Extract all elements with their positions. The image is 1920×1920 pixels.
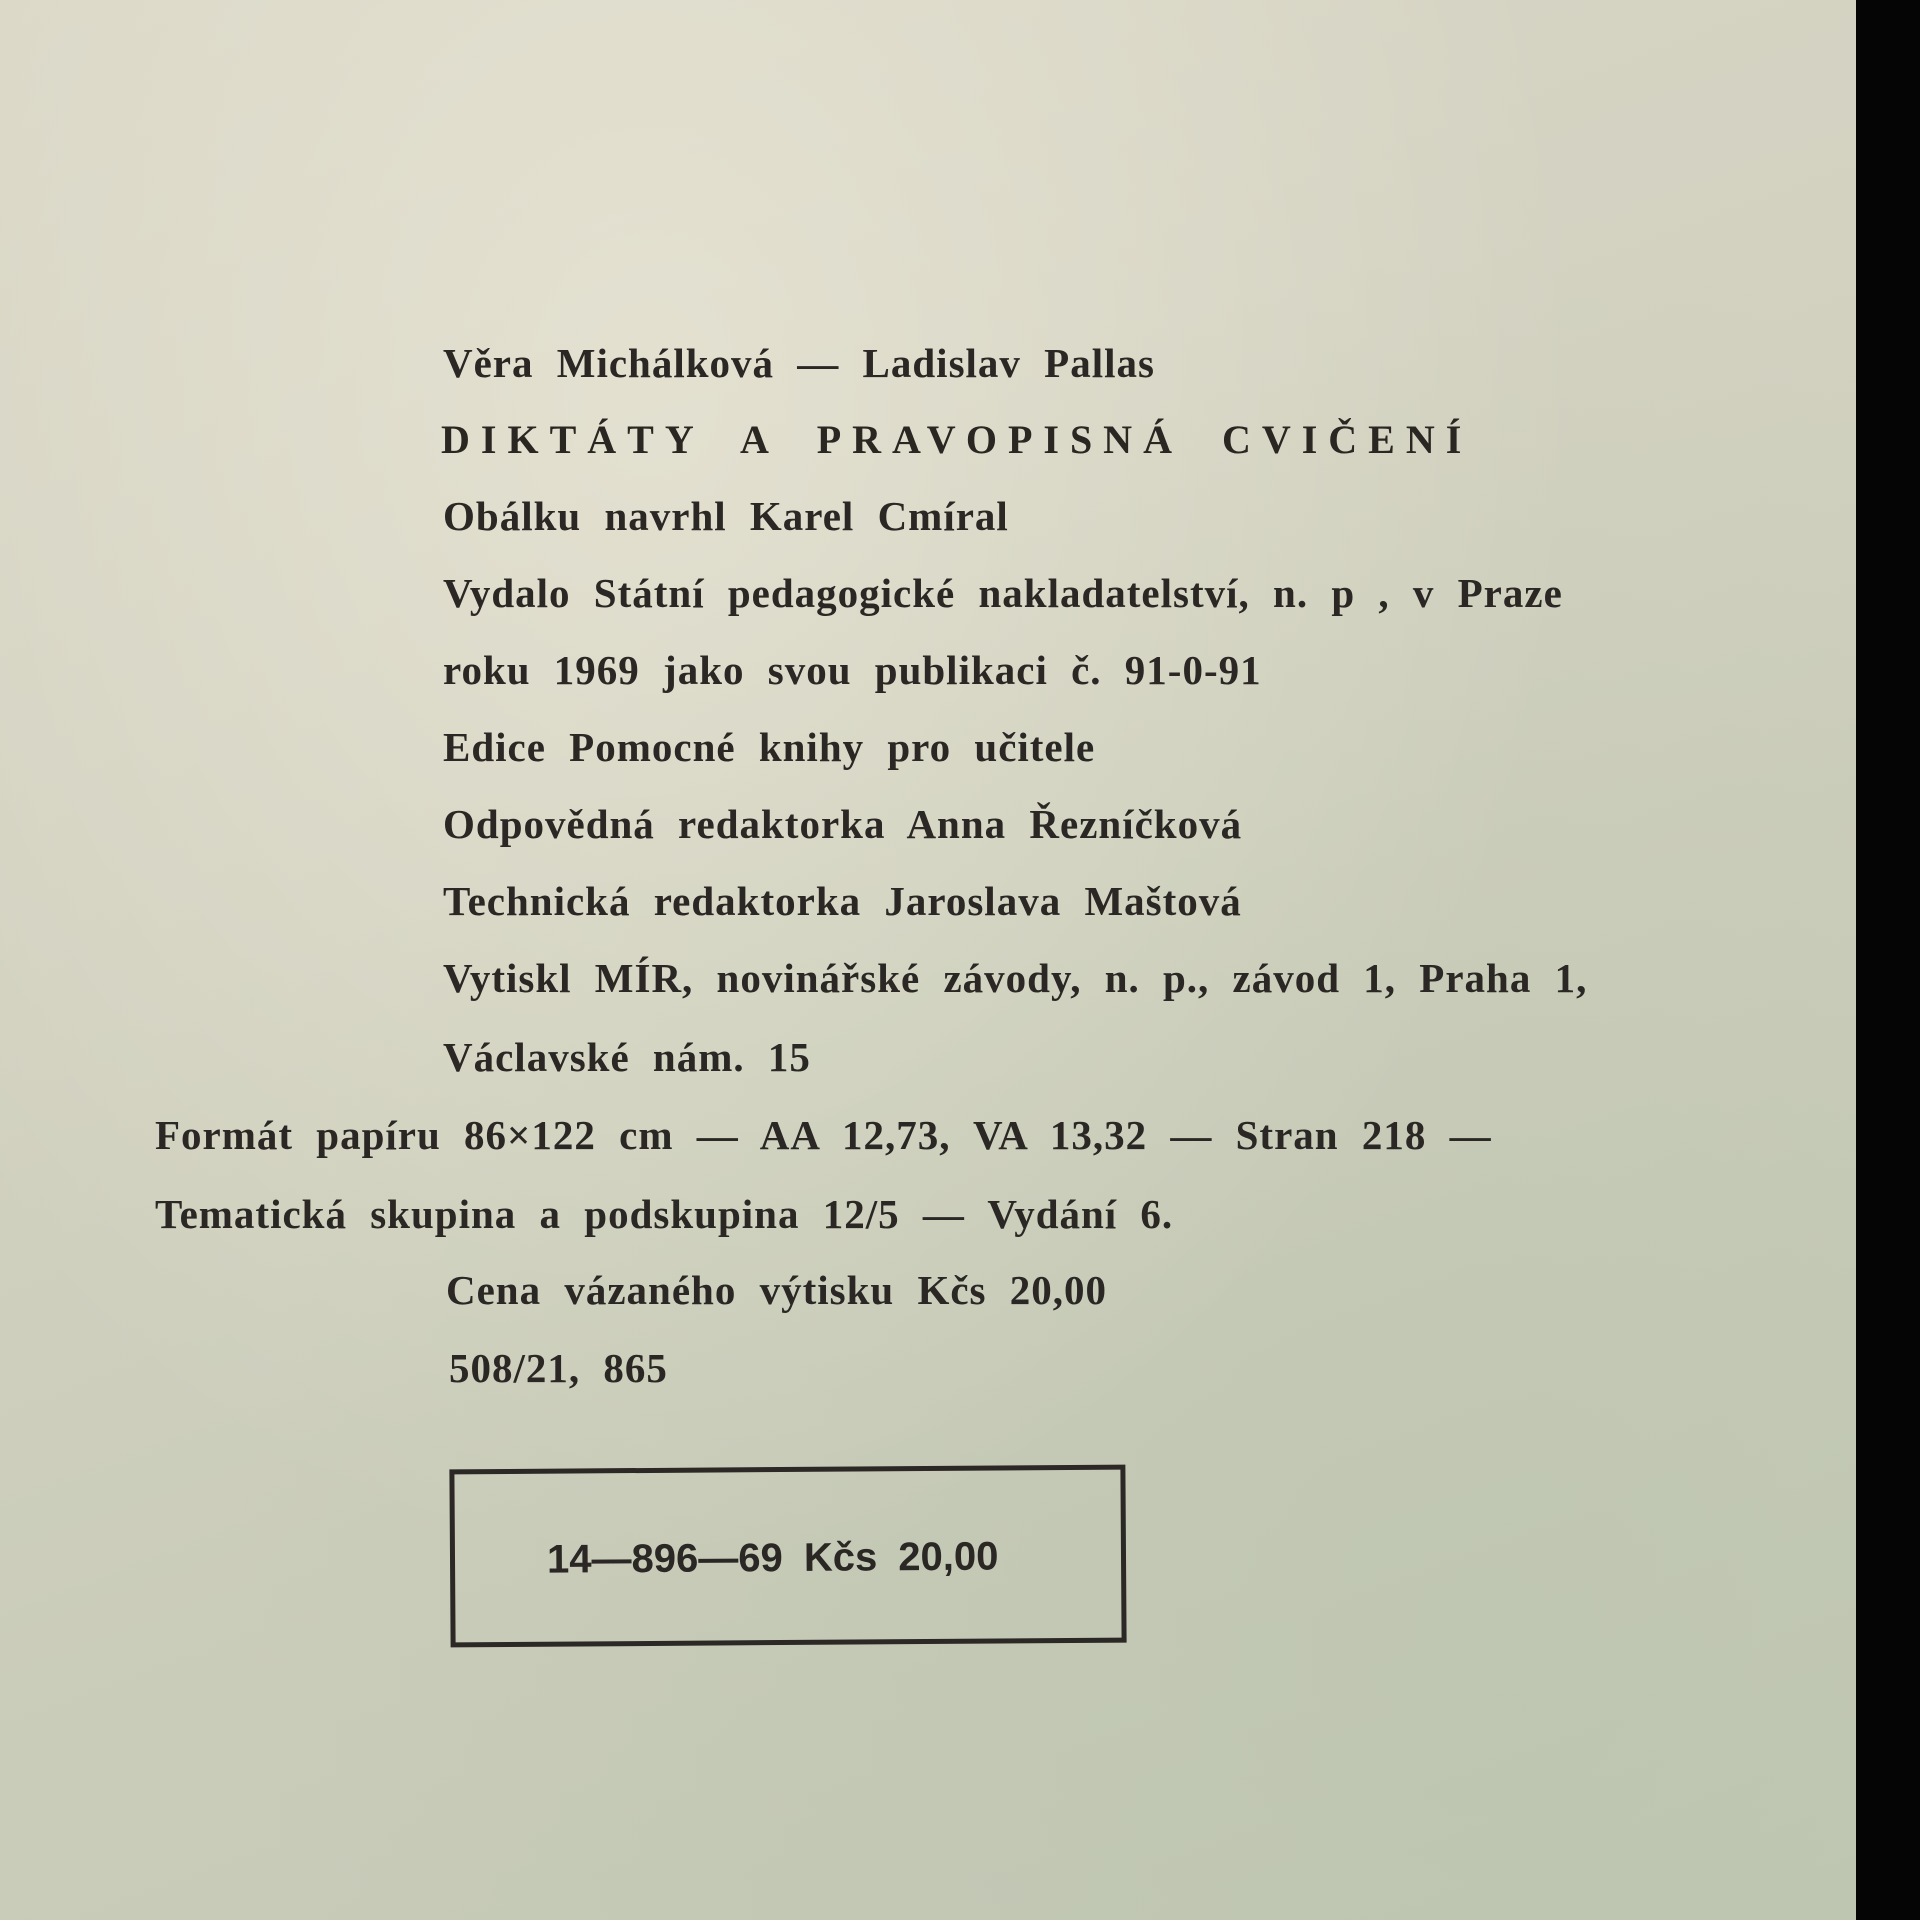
series-line: Edice Pomocné knihy pro učitele: [443, 724, 1096, 770]
cover-designer-line: Obálku navrhl Karel Cmíral: [443, 493, 1009, 539]
authors-line: Věra Michálková — Ladislav Pallas: [443, 340, 1155, 386]
book-title: DIKTÁTY A PRAVOPISNÁ CVIČENÍ: [441, 417, 1473, 462]
price-stamp-text: 14—896—69 Kčs 20,00: [546, 1534, 999, 1582]
format-line: Formát papíru 86×122 cm — AA 12,73, VA 13,32 — Stran 218 —: [155, 1112, 1492, 1158]
printer-line-2: Václavské nám. 15: [443, 1034, 811, 1080]
publisher-line-2: roku 1969 jako svou publikaci č. 91-0-91: [443, 647, 1262, 693]
price-line: Cena vázaného výtisku Kčs 20,00: [446, 1267, 1108, 1313]
technical-editor-line: Technická redaktorka Jaroslava Maštová: [443, 878, 1242, 924]
dark-background-edge: [1856, 0, 1920, 1920]
group-line: Tematická skupina a podskupina 12/5 — Vydání 6.: [155, 1191, 1174, 1237]
printer-line-1: Vytiskl MÍR, novinářské závody, n. p., závod 1, Praha 1,: [443, 955, 1588, 1001]
publisher-line-1: Vydalo Státní pedagogické nakladatelství, n. p , v Praze: [443, 570, 1563, 616]
price-stamp-box: [449, 1465, 1126, 1648]
editor-line: Odpovědná redaktorka Anna Řezníčková: [443, 801, 1243, 847]
code-line: 508/21, 865: [449, 1345, 668, 1391]
